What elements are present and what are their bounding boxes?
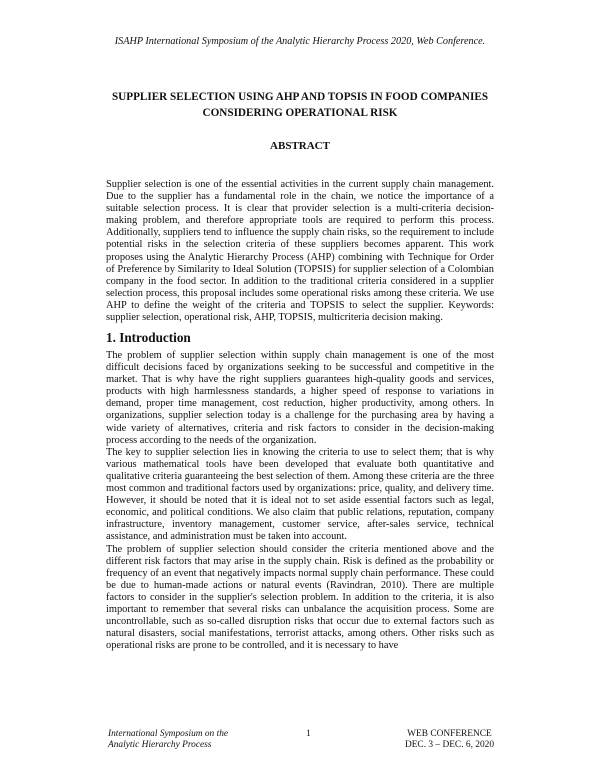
footer-left-line1: International Symposium on the (108, 729, 229, 739)
running-header: ISAHP International Symposium of the Analytic Hierarchy Process 2020, Web Conference. (114, 36, 486, 47)
intro-paragraph-2: The key to supplier selection lies in knowing the criteria to use to select them; that is why various mathematical tools have been developed that evaluate both quantitative and qualitative criteria guaranteeing the best selection of them. Among these criteria are the three most common and traditional factors used by organizations: price, quality, and delivery time. However, it should be noted that it is ideal not to set aside essential factors such as legal, economic, and political conditions. We also claim that public relations, reputation, company infrastructure, inventory management, customer service, after-sales service, technical assistance, and administration must be taken into account. (106, 446, 494, 543)
footer-right-line1: WEB CONFERENCE (407, 729, 492, 739)
paper-title: SUPPLIER SELECTION USING AHP AND TOPSIS IN FOOD COMPANIES CONSIDERING OPERATIONAL RISK (111, 91, 489, 119)
footer-right (405, 729, 494, 751)
footer-right-line2: DEC. 3 – DEC. 6, 2020 (404, 740, 494, 750)
introduction-body (106, 350, 494, 652)
abstract-heading: ABSTRACT (270, 140, 330, 152)
footer-left-line2: Analytic Hierarchy Process (108, 740, 212, 750)
abstract-text: Supplier selection is one of the essential activities in the current supply chain management. Due to the supplier has a fundamental role in the chain, we notice the importance of a suitable selection process. It is clear that provider selection is a multi-criteria decision-making problem, and therefore appropriate tools are required to perform this process. Additionally, suppliers tend to influence the supply chain risks, so the requirement to include potential risks in the selection criteria of these suppliers becomes apparent. This work proposes using the Analytic Hierarchy Process (AHP) combining with Technique for Order of Preference by Similarity to Ideal Solution (TOPSIS) for supplier selection of a Colombian company in the food sector. In addition to the traditional criteria considered in a supplier selection process, this proposal includes some operational risks among these criteria. We use AHP to define the weight of the criteria and TOPSIS to select the supplier. Keywords: supplier selection, operational risk, AHP, TOPSIS, multicriteria decision making. (106, 179, 494, 324)
page-number: 1 (306, 729, 311, 739)
intro-paragraph-1: The problem of supplier selection within supply chain management is one of the most difficult decisions faced by organizations seeking to be successful and competitive in the market. That is why have the right suppliers guarantees high-quality goods and services, products with high harmlessness standards, a higher speed of response to variations in demand, proper time management, cost reduction, higher productivity, among others. In organizations, supplier selection today is a challenge for the purchasing area by having a wide variety of alternatives, criteria and risk factors to consider in the decision-making process according to the needs of the organization. (106, 350, 494, 446)
footer-left (108, 729, 228, 751)
intro-paragraph-3: The problem of supplier selection should consider the criteria mentioned above and the different risk factors that may arise in the supply chain. Risk is defined as the probability or frequency of an event that negatively impacts normal supply chain performance. These could be due to human-made actions or natural events (Ravindran, 2010). There are multiple factors to consider in the supplier's selection problem. In addition to the criteria, it is also important to remember that several risks can unbalance the acquisition process. Some are uncontrollable, such as so-called disruption risks that occur due to external factors such as natural disasters, social manifestations, terrorist attacks, among others. Other risks such as operational risks are prone to be controlled, and it is necessary to have (106, 543, 494, 652)
section-heading-introduction: 1. Introduction (106, 330, 191, 345)
